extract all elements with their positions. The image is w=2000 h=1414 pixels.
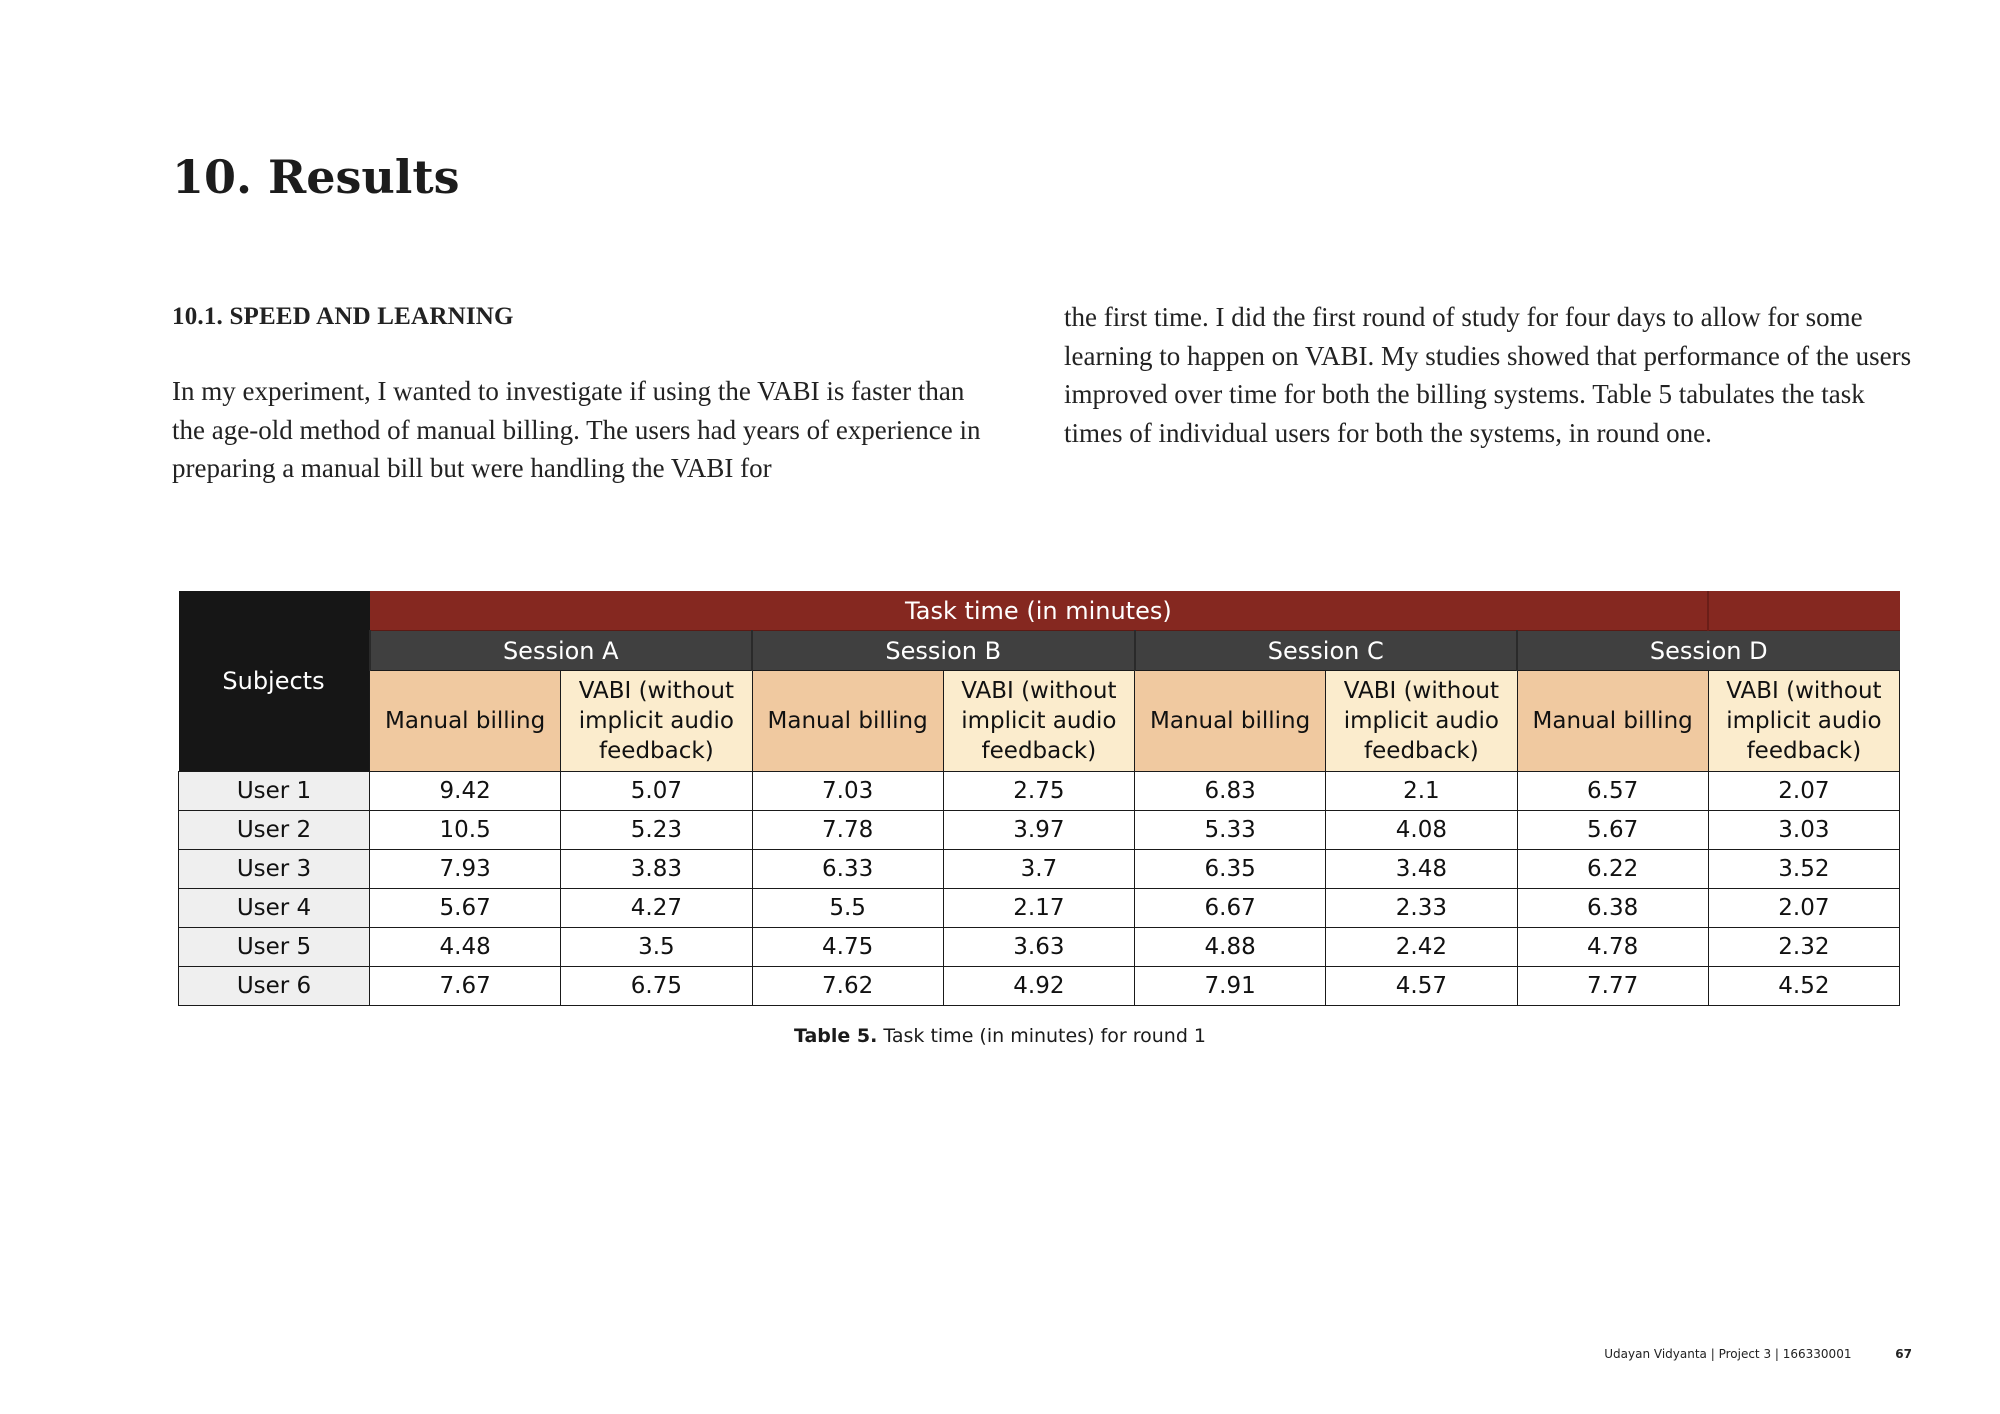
value-cell: 2.75 — [943, 772, 1134, 811]
value-cell: 2.07 — [1708, 772, 1899, 811]
session-d-header: Session D — [1517, 631, 1900, 671]
value-cell: 2.42 — [1326, 928, 1517, 967]
value-cell: 4.92 — [943, 967, 1134, 1006]
right-column — [1064, 298, 1924, 452]
table-row — [179, 772, 1900, 811]
value-cell: 2.33 — [1326, 889, 1517, 928]
subjects-header: Subjects — [179, 591, 370, 772]
value-cell: 4.78 — [1517, 928, 1708, 967]
value-cell: 2.1 — [1326, 772, 1517, 811]
value-cell: 7.03 — [752, 772, 943, 811]
session-a-header: Session A — [370, 631, 753, 671]
value-cell: 3.03 — [1708, 811, 1899, 850]
value-cell: 7.77 — [1517, 967, 1708, 1006]
value-cell: 6.35 — [1135, 850, 1326, 889]
value-cell: 3.83 — [561, 850, 752, 889]
value-cell: 7.62 — [752, 967, 943, 1006]
value-cell: 3.7 — [943, 850, 1134, 889]
value-cell: 2.32 — [1708, 928, 1899, 967]
header-row-methods — [179, 671, 1900, 772]
page-number: 67 — [1895, 1347, 1912, 1361]
value-cell: 6.67 — [1135, 889, 1326, 928]
task-time-header: Task time (in minutes) — [370, 591, 1709, 631]
value-cell: 6.57 — [1517, 772, 1708, 811]
value-cell: 5.07 — [561, 772, 752, 811]
value-cell: 4.48 — [370, 928, 561, 967]
value-cell: 3.48 — [1326, 850, 1517, 889]
value-cell: 5.23 — [561, 811, 752, 850]
task-time-header-extra — [1708, 591, 1899, 631]
value-cell: 6.83 — [1135, 772, 1326, 811]
value-cell: 9.42 — [370, 772, 561, 811]
vabi-header: VABI (without implicit audio feedback) — [1708, 671, 1899, 772]
value-cell: 3.63 — [943, 928, 1134, 967]
value-cell: 3.97 — [943, 811, 1134, 850]
value-cell: 7.91 — [1135, 967, 1326, 1006]
left-column — [172, 298, 992, 488]
value-cell: 7.67 — [370, 967, 561, 1006]
user-cell: User 3 — [179, 850, 370, 889]
user-cell: User 4 — [179, 889, 370, 928]
page-title: 10. Results — [172, 150, 460, 204]
caption-text: Task time (in minutes) for round 1 — [883, 1025, 1207, 1047]
page-footer — [1604, 1347, 1912, 1361]
value-cell: 4.27 — [561, 889, 752, 928]
value-cell: 7.78 — [752, 811, 943, 850]
header-row-sessions — [179, 631, 1900, 671]
value-cell: 3.52 — [1708, 850, 1899, 889]
user-cell: User 2 — [179, 811, 370, 850]
vabi-header: VABI (without implicit audio feedback) — [1326, 671, 1517, 772]
table-row — [179, 889, 1900, 928]
results-table — [178, 591, 1900, 1006]
manual-billing-header: Manual billing — [370, 671, 561, 772]
table-row — [179, 811, 1900, 850]
value-cell: 4.08 — [1326, 811, 1517, 850]
caption-label: Table 5. — [793, 1025, 878, 1047]
session-b-header: Session B — [752, 631, 1135, 671]
value-cell: 5.33 — [1135, 811, 1326, 850]
value-cell: 5.5 — [752, 889, 943, 928]
manual-billing-header: Manual billing — [752, 671, 943, 772]
manual-billing-header: Manual billing — [1517, 671, 1708, 772]
value-cell: 7.93 — [370, 850, 561, 889]
value-cell: 4.57 — [1326, 967, 1517, 1006]
value-cell: 4.52 — [1708, 967, 1899, 1006]
user-cell: User 6 — [179, 967, 370, 1006]
value-cell: 6.33 — [752, 850, 943, 889]
user-cell: User 1 — [179, 772, 370, 811]
value-cell: 4.88 — [1135, 928, 1326, 967]
value-cell: 6.38 — [1517, 889, 1708, 928]
table-row — [179, 928, 1900, 967]
value-cell: 4.75 — [752, 928, 943, 967]
value-cell: 6.22 — [1517, 850, 1708, 889]
value-cell: 6.75 — [561, 967, 752, 1006]
paragraph-right: the first time. I did the first round of study for four days to allow for some learning to happen on VABI. My studies showed that performance of the users improved over time for both the billing systems. Table 5 tabulates the task times of individual users for both the systems, in round one. — [1064, 302, 1912, 448]
table-row — [179, 850, 1900, 889]
session-c-header: Session C — [1135, 631, 1518, 671]
value-cell: 2.07 — [1708, 889, 1899, 928]
table-caption — [0, 1025, 2000, 1047]
section-heading: 10.1. SPEED AND LEARNING — [172, 303, 514, 330]
table-row — [179, 967, 1900, 1006]
manual-billing-header: Manual billing — [1135, 671, 1326, 772]
user-cell: User 5 — [179, 928, 370, 967]
value-cell: 5.67 — [370, 889, 561, 928]
value-cell: 10.5 — [370, 811, 561, 850]
footer-text: Udayan Vidyanta | Project 3 | 166330001 — [1604, 1347, 1852, 1361]
value-cell: 5.67 — [1517, 811, 1708, 850]
value-cell: 2.17 — [943, 889, 1134, 928]
header-row-task — [179, 591, 1900, 631]
results-table-container — [178, 591, 1899, 1006]
vabi-header: VABI (without implicit audio feedback) — [561, 671, 752, 772]
value-cell: 3.5 — [561, 928, 752, 967]
vabi-header: VABI (without implicit audio feedback) — [943, 671, 1134, 772]
paragraph-left: In my experiment, I wanted to investigate if using the VABI is faster than the age-old method of manual billing. The users had years of experience in preparing a manual bill but were handling the VABI for — [172, 376, 981, 483]
